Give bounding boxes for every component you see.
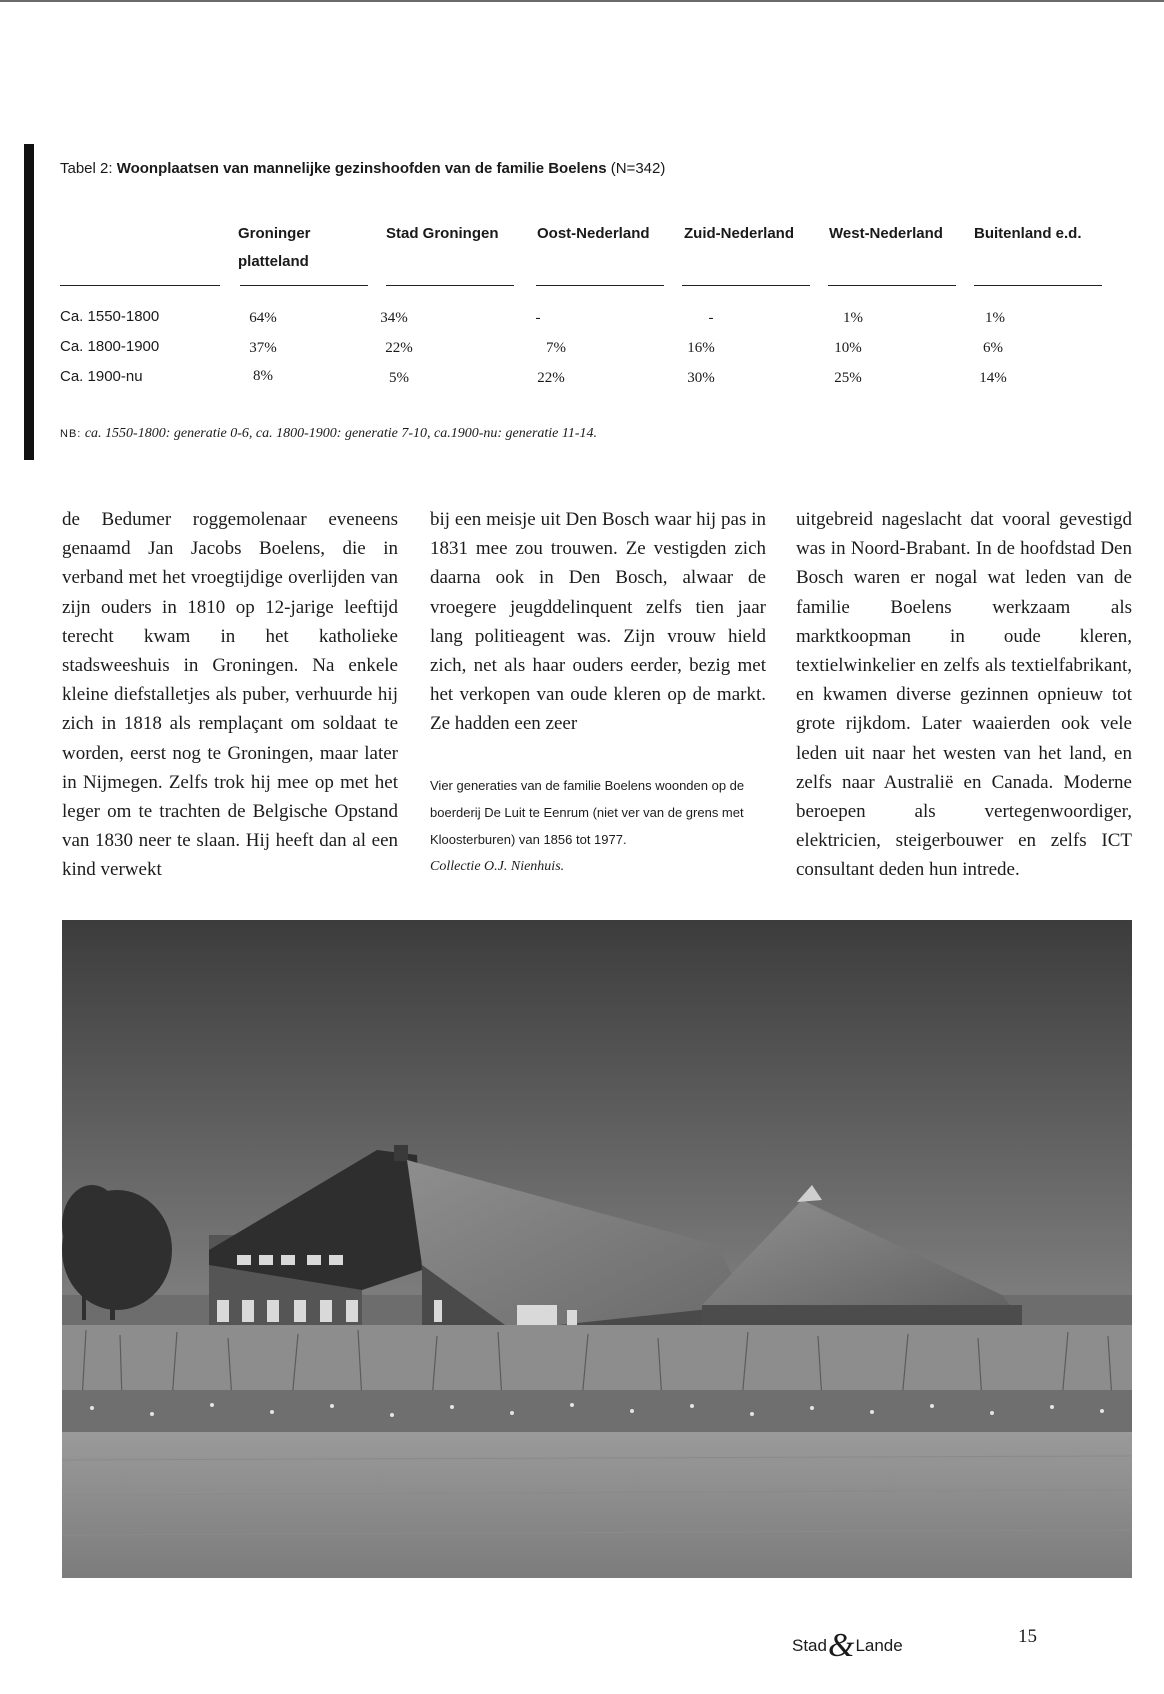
table-cell: 1% [985,310,1005,326]
table-caption-prefix: Tabel 2: [60,160,117,177]
row-label: Ca. 1900-nu [60,368,143,385]
body-column-2: bij een meisje uit Den Bosch waar hij pas in 1831 mee zou trouwen. Ze vestigden zich daarna ook in Den Bosch, alwaar de vroegere jeugddelinquent zelfs tien jaar lang politieagent was. Zijn vrouw hield zich, net als haar ouders eerder, bezig met het verkopen van oude kleren op de markt. Ze hadden een zeer [430,509,766,735]
top-rule [0,0,1164,2]
table-caption-title: Woonplaatsen van mannelijke gezinshoofden van de familie Boelens [116,160,607,177]
header-rule-zuid-nederland [682,285,810,286]
magazine-logo [792,1622,903,1664]
logo-ampersand: & [827,1627,855,1664]
table-note-prefix: NB: [60,428,82,440]
photo-caption-text: Vier generaties van de familie Boelens woonden op de boerderij De Luit te Eenrum (niet ver van de grens met Kloosterburen) van 1856 tot 1977. [430,778,745,847]
table-caption [60,160,1110,177]
header-rule-groninger-platteland [240,285,368,286]
photo-credit: Collectie O.J. Nienhuis. [430,859,565,874]
table-cell: 22% [385,340,413,356]
table-caption-suffix: (N=342) [606,160,666,177]
row-label: Ca. 1550-1800 [60,308,160,325]
table-cell: 22% [537,370,565,386]
table-cell: 8% [253,368,273,384]
table-cell: 14% [979,370,1007,386]
page-number: 15 [1018,1626,1037,1647]
col-header-groninger-platteland: Groninger platteland [238,225,311,270]
col-header-west-nederland: West-Nederland [829,225,943,242]
header-rule-label [60,285,220,286]
table-note-text: ca. 1550-1800: generatie 0-6, ca. 1800-1900: generatie 7-10, ca.1900-nu: generatie 11-14. [81,426,598,441]
table-cell: 34% [380,310,408,326]
table-cell: 30% [687,370,715,386]
table-cell: 10% [834,340,862,356]
table-cell: 6% [983,340,1003,356]
body-column-1: de Bedumer roggemolenaar eveneens genaamd Jan Jacobs Boelens, die in verband met het vroegtijdige overlijden van zijn ouders in 1810 op 12-jarige leeftijd terecht kwam in het katholieke stadsweeshuis in Groningen. Na enkele kleine diefstalletjes als puber, verhuurde hij zich in 1818 als remplaçant om soldaat te worden, eerst nog te Groningen, maar later in Nijmegen. Zelfs trok hij mee op met het leger om te trachten de Belgische Opstand van 1830 neer te slaan. Hij heeft dan al een kind verwekt [62,509,398,881]
logo-lande: Lande [855,1636,903,1655]
body-column-3: uitgebreid nageslacht dat vooral gevestigd was in Noord-Brabant. In de hoofdstad Den Bosch waren er nogal wat leden van de familie Boelens werkzaam als marktkoopman in oude kleren, textielwinkelier en zelfs als textielfabrikant, en kwamen diverse gezinnen opnieuw tot grote rijkdom. Later waaierden ook vele leden uit naar het westen van het land, en zelfs naar Australië en Canada. Moderne beroepen als vertegenwoordiger, elektricien, steigerbouwer en zelfs ICT consultant deden hun intrede. [796,509,1132,881]
row-label: Ca. 1800-1900 [60,338,160,355]
table-cell: 37% [249,340,277,356]
header-rule-west-nederland [828,285,956,286]
header-rule-stad-groningen [386,285,514,286]
table-cell: - [708,310,714,326]
table-cell: 16% [687,340,715,356]
col-header-buitenland: Buitenland e.d. [974,225,1082,242]
logo-stad: Stad [792,1636,827,1655]
farmhouse-photo [62,920,1132,1578]
table-cell: 7% [546,340,566,356]
table-cell: 25% [834,370,862,386]
table-note [60,426,960,442]
table-cell: 5% [389,370,409,386]
header-rule-oost-nederland [536,285,664,286]
table-marker-bar [24,144,34,460]
col-header-zuid-nederland: Zuid-Nederland [684,225,795,242]
photo-caption [430,772,770,880]
table-cell: 64% [249,310,277,326]
table-cell: - [535,310,541,326]
col-header-stad-groningen: Stad Groningen [386,225,499,242]
header-rule-buitenland [974,285,1102,286]
col-header-oost-nederland: Oost-Nederland [537,225,650,242]
table-cell: 1% [843,310,863,326]
